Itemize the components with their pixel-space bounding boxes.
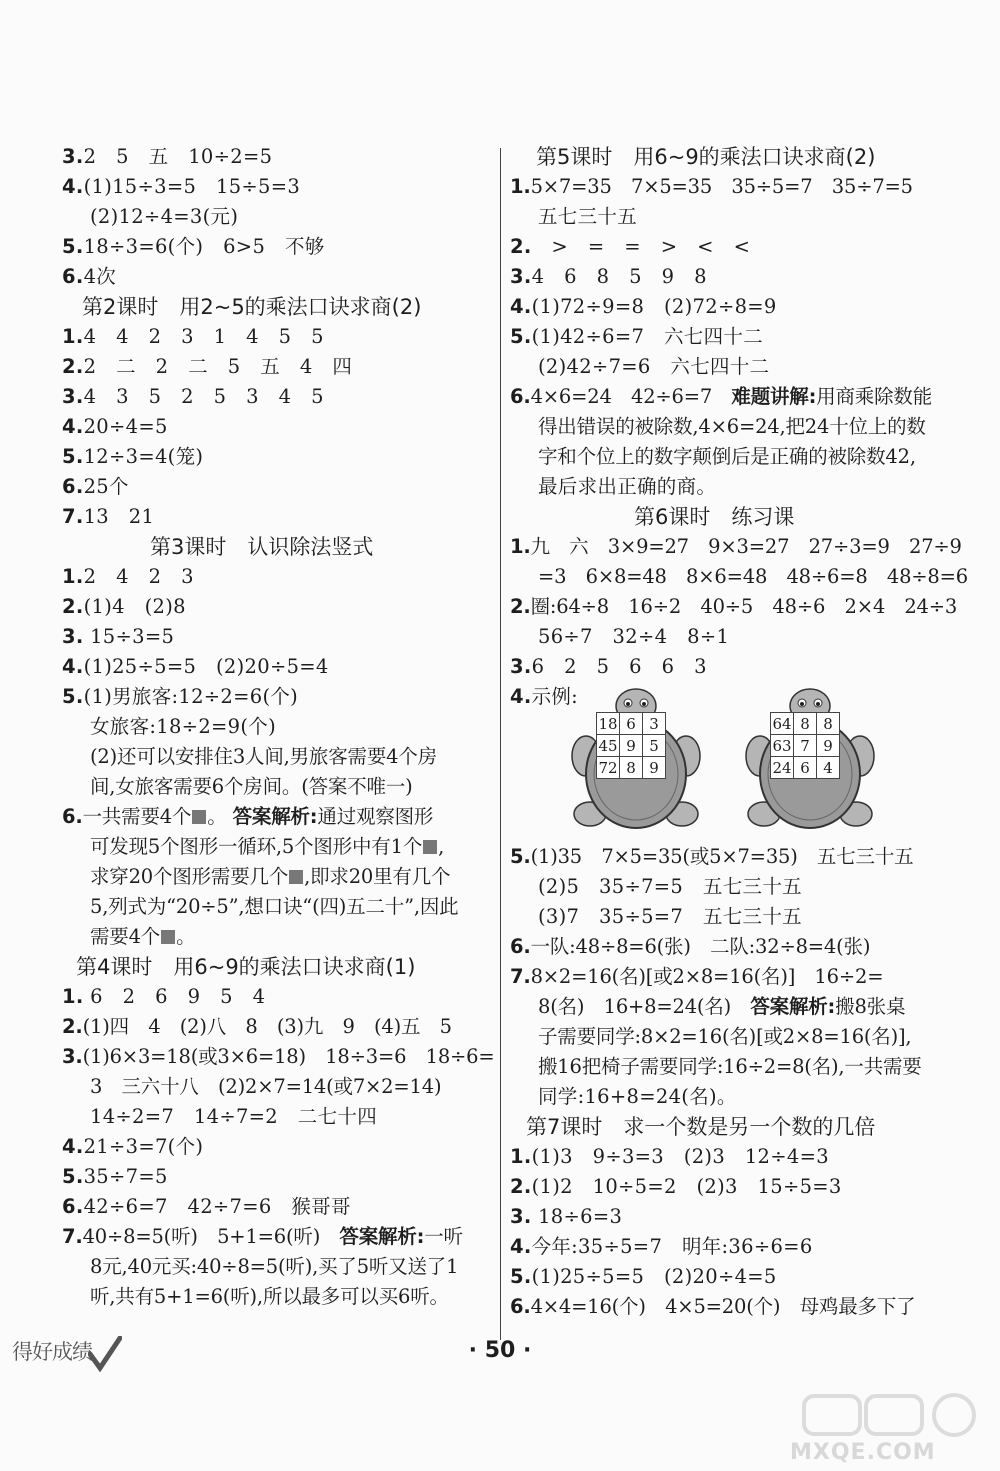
square-icon	[289, 870, 303, 884]
answer-line: 6.4次	[62, 265, 117, 288]
square-icon	[423, 840, 437, 854]
answer-line: 得出错误的被除数,4×6=24,把24十位上的数	[538, 415, 926, 438]
answer-line: 听,共有5+1=6(听),所以最多可以买6听。	[90, 1285, 449, 1308]
answer-block-lesson-6	[510, 532, 968, 712]
answer-line: 6.25个	[62, 475, 129, 498]
answer-line: 4.20÷4=5	[62, 415, 168, 438]
answer-line: (2)还可以安排住3人间,男旅客需要4个房	[90, 745, 437, 768]
watermark-logo	[800, 1390, 990, 1440]
answer-line: 4.(1)15÷3=5 15÷5=3	[62, 175, 301, 198]
magic-square-1: 18 6 3 45 9 5 72 8 9	[596, 712, 666, 779]
answer-line: 6.4×6=24 42÷6=7 难题讲解:用商乘除数能	[510, 385, 933, 408]
answer-line: 3.2 5 五 10÷2=5	[62, 145, 273, 168]
section-heading: 第6课时 练习课	[634, 505, 795, 529]
answer-block-lesson-3	[62, 562, 494, 802]
answer-line: 可发现5个图形一循环,5个图形中有1个 ,	[90, 835, 445, 858]
answer-line: 2.2 二 2 二 5 五 4 四	[62, 355, 353, 378]
answer-block-lesson-4	[62, 982, 494, 1222]
answer-explanation-7	[62, 1222, 494, 1312]
answer-block-top	[62, 142, 494, 292]
answer-block-lesson-7	[510, 1142, 942, 1322]
square-icon	[192, 810, 206, 824]
answer-block-lesson-6b	[510, 842, 942, 992]
answer-block-lesson-2	[62, 322, 494, 532]
answer-line: 5.35÷7=5	[62, 1165, 168, 1188]
turtle-illustrations	[510, 712, 942, 842]
answer-line: 2.(1)2 10÷5=2 (2)3 15÷5=3	[510, 1175, 842, 1198]
answer-explanation-6	[510, 382, 942, 502]
answer-line: 2.(1)四 4 (2)八 8 (3)九 9 (4)五 5	[62, 1015, 452, 1038]
section-heading: 第4课时 用6~9的乘法口诀求商(1)	[76, 955, 416, 979]
answer-line: 4.21÷3=7(个)	[62, 1135, 204, 1158]
answer-line: 5,列式为“20÷5”,想口诀“(四)五二十”,因此	[90, 895, 459, 918]
right-column	[510, 142, 968, 1322]
answer-line: 同学:16+8=24(名)。	[538, 1085, 737, 1108]
answer-line: (3)7 35÷5=7 五七三十五	[538, 905, 802, 928]
answer-line: 3.(1)6×3=18(或3×6=18) 18÷3=6 18÷6=	[62, 1045, 495, 1068]
answer-line: 4.今年:35÷5=7 明年:36÷6=6	[510, 1235, 813, 1258]
watermark-url: MXQE.COM	[790, 1440, 936, 1465]
answer-line: 6.4×4=16(个) 4×5=20(个) 母鸡最多下了	[510, 1295, 916, 1318]
answer-line: 1.九 六 3×9=27 9×3=27 27÷3=9 27÷9	[510, 535, 962, 558]
answer-line: 3.4 3 5 2 5 3 4 5	[62, 385, 324, 408]
answer-line: 3. 15÷3=5	[62, 625, 175, 648]
answer-line: 56÷7 32÷4 8÷1	[538, 625, 730, 648]
brand-logo: 得好成绩	[12, 1340, 92, 1364]
answer-line: 五七三十五	[538, 205, 638, 228]
section-heading: 第3课时 认识除法竖式	[150, 535, 374, 559]
answer-line: 5.(1)男旅客:12÷2=6(个)	[62, 685, 299, 708]
answer-line: 字和个位上的数字颠倒后是正确的被除数42,	[538, 445, 916, 468]
answer-line: 1.(1)3 9÷3=3 (2)3 12÷4=3	[510, 1145, 829, 1168]
answer-line: 3.4 6 8 5 9 8	[510, 265, 707, 288]
answer-line: 6.42÷6=7 42÷7=6 猴哥哥	[62, 1195, 351, 1218]
section-heading: 第5课时 用6~9的乘法口诀求商(2)	[536, 145, 876, 169]
answer-line: 需要4个 。	[90, 925, 196, 948]
answer-line: 4.示例:	[510, 685, 579, 708]
magic-square-2: 64 8 8 63 7 9 24 6 4	[770, 712, 840, 779]
page-number: · 50 ·	[468, 1338, 532, 1363]
answer-line: 2.(1)4 (2)8	[62, 595, 186, 618]
answer-line: 3. 18÷6=3	[510, 1205, 623, 1228]
answer-line: 子需要同学:8×2=16(名)[或2×8=16(名)],	[538, 1025, 912, 1048]
answer-line: 2.圈:64÷8 16÷2 40÷5 48÷6 2×4 24÷3	[510, 595, 958, 618]
answer-line: 7.8×2=16(名)[或2×8=16(名)] 16÷2=	[510, 965, 884, 988]
answer-line: 4.(1)72÷9=8 (2)72÷8=9	[510, 295, 777, 318]
answer-line: 14÷2=7 14÷7=2 二七十四	[90, 1105, 378, 1128]
answer-line: 6.一共需要4个 。 答案解析:通过观察图形	[62, 805, 434, 828]
square-icon	[161, 930, 175, 944]
answer-line: 8(名) 16+8=24(名) 答案解析:搬8张桌	[538, 995, 906, 1018]
answer-line: 7.13 21	[62, 505, 155, 528]
left-column	[62, 142, 494, 1312]
column-divider	[500, 148, 501, 1340]
answer-line: (2)42÷7=6 六七四十二	[538, 355, 770, 378]
answer-line: 5.18÷3=6(个) 6>5 不够	[62, 235, 325, 258]
answer-line: 1.4 4 2 3 1 4 5 5	[62, 325, 324, 348]
answer-line: 1. 6 2 6 9 5 4	[62, 985, 266, 1008]
answer-line: 5.(1)25÷5=5 (2)20÷4=5	[510, 1265, 777, 1288]
answer-line: 搬16把椅子需要同学:16÷2=8(名),一共需要	[538, 1055, 922, 1078]
answer-explanation-6	[62, 802, 494, 952]
answer-line: 3 三六十八 (2)2×7=14(或7×2=14)	[90, 1075, 442, 1098]
answer-block-lesson-5	[510, 172, 942, 382]
answer-line: 5.12÷3=4(笼)	[62, 445, 204, 468]
answer-line: 6.一队:48÷8=6(张) 二队:32÷8=4(张)	[510, 935, 871, 958]
answer-explanation-7	[510, 992, 942, 1112]
answer-line: 7.40÷8=5(听) 5+1=6(听) 答案解析:一听	[62, 1225, 463, 1248]
answer-line: 1.2 4 2 3	[62, 565, 194, 588]
answer-line: 5.(1)35 7×5=35(或5×7=35) 五七三十五	[510, 845, 914, 868]
answer-line: (2)5 35÷7=5 五七三十五	[538, 875, 802, 898]
answer-line: 1.5×7=35 7×5=35 35÷5=7 35÷7=5	[510, 175, 913, 198]
answer-line: 女旅客:18÷2=9(个)	[90, 715, 276, 738]
answer-line: 8元,40元买:40÷8=5(听),买了5听又送了1	[90, 1255, 459, 1278]
answer-line: 最后求出正确的商。	[538, 475, 717, 498]
answer-line: 5.(1)42÷6=7 六七四十二	[510, 325, 764, 348]
section-heading: 第2课时 用2~5的乘法口诀求商(2)	[82, 295, 422, 319]
answer-line: 2. > = = > < <	[510, 235, 751, 258]
answer-line: 3.6 2 5 6 6 3	[510, 655, 707, 678]
answer-line: 求穿20个图形需要几个 ,即求20里有几个	[90, 865, 451, 888]
answer-line: 间,女旅客需要6个房间。(答案不唯一)	[90, 775, 413, 798]
section-heading: 第7课时 求一个数是另一个数的几倍	[526, 1115, 876, 1139]
answer-line: (2)12÷4=3(元)	[90, 205, 239, 228]
answer-line: 4.(1)25÷5=5 (2)20÷5=4	[62, 655, 329, 678]
answer-line: =3 6×8=48 8×6=48 48÷6=8 48÷8=6	[538, 565, 968, 588]
